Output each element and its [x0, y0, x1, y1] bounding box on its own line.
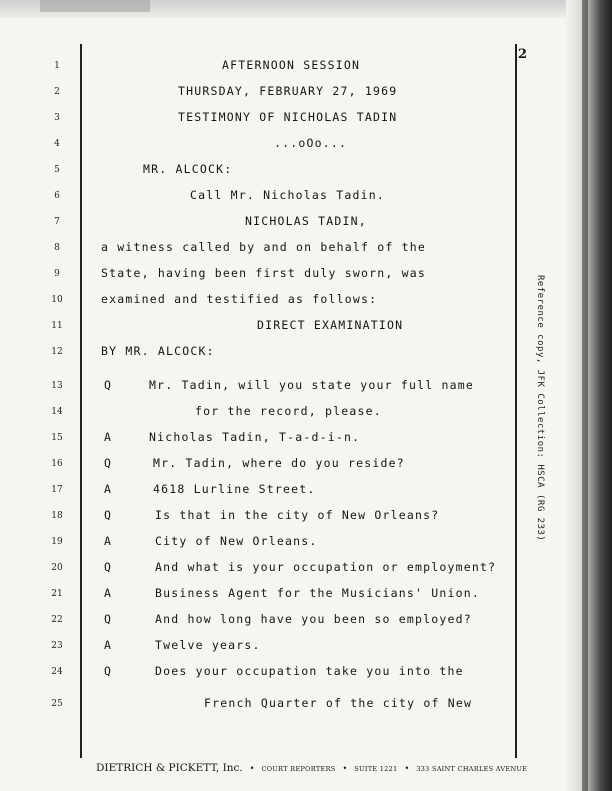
line-number: 12	[51, 347, 63, 357]
transcript-line	[0, 238, 612, 258]
qa-marker: A	[104, 638, 112, 652]
qa-marker: Q	[104, 612, 112, 626]
transcript-line	[0, 532, 612, 552]
firm-role: COURT REPORTERS	[261, 765, 336, 773]
qa-marker: Q	[104, 664, 112, 678]
transcript-line	[0, 636, 612, 656]
line-number: 17	[51, 485, 63, 495]
line-text: Call Mr. Nicholas Tadin.	[190, 188, 385, 202]
line-number: 15	[51, 433, 63, 443]
transcript-line	[0, 506, 612, 526]
line-text: Mr. Tadin, where do you reside?	[153, 456, 405, 470]
page-footer	[96, 762, 536, 774]
line-text: NICHOLAS TADIN,	[245, 214, 367, 228]
transcript-line	[0, 316, 612, 336]
line-text: And how long have you been so employed?	[155, 612, 472, 626]
transcript-line	[0, 108, 612, 128]
line-number: 3	[54, 113, 60, 123]
transcript-line	[0, 480, 612, 500]
firm-suite: SUITE 1221	[354, 765, 398, 773]
line-number: 9	[54, 269, 60, 279]
line-text: THURSDAY, FEBRUARY 27, 1969	[178, 84, 398, 98]
line-number: 5	[54, 165, 60, 175]
line-text: TESTIMONY OF NICHOLAS TADIN	[178, 110, 398, 124]
scan-smudge	[40, 0, 150, 12]
separator-dot: •	[404, 764, 410, 773]
qa-marker: A	[104, 430, 112, 444]
qa-marker: A	[104, 534, 112, 548]
line-number: 4	[54, 139, 60, 149]
line-text: Nicholas Tadin, T-a-d-i-n.	[149, 430, 361, 444]
transcript-line	[0, 160, 612, 180]
line-text: BY MR. ALCOCK:	[101, 344, 215, 358]
line-number: 19	[51, 537, 63, 547]
line-text: City of New Orleans.	[155, 534, 318, 548]
transcript-line	[0, 82, 612, 102]
transcript-line	[0, 694, 612, 714]
transcript-line	[0, 186, 612, 206]
line-text: ...oOo...	[274, 136, 348, 150]
transcript-line	[0, 134, 612, 154]
line-number: 21	[51, 589, 63, 599]
archive-reference-note: Reference copy, JFK Collection: HSCA (RG 233)	[535, 275, 545, 542]
transcript-line	[0, 428, 612, 448]
line-number: 23	[51, 641, 63, 651]
transcript-line	[0, 212, 612, 232]
line-number: 22	[51, 615, 63, 625]
line-number: 20	[51, 563, 63, 573]
line-number: 25	[51, 699, 63, 709]
line-text: AFTERNOON SESSION	[222, 58, 361, 72]
separator-dot: •	[342, 764, 348, 773]
line-number: 7	[54, 217, 60, 227]
line-text: 4618 Lurline Street.	[153, 482, 316, 496]
line-number: 6	[54, 191, 60, 201]
line-text: for the record, please.	[195, 404, 382, 418]
line-number: 24	[51, 667, 63, 677]
transcript-line	[0, 290, 612, 310]
line-text: Is that in the city of New Orleans?	[155, 508, 440, 522]
separator-dot: •	[249, 764, 255, 773]
transcript-line	[0, 662, 612, 682]
firm-name: DIETRICH & PICKETT, Inc.	[96, 762, 243, 774]
qa-marker: Q	[104, 508, 112, 522]
line-text: State, having been first duly sworn, was	[101, 266, 426, 280]
line-text: DIRECT EXAMINATION	[257, 318, 404, 332]
line-text: Mr. Tadin, will you state your full name	[149, 378, 474, 392]
qa-marker: A	[104, 586, 112, 600]
transcript-line	[0, 584, 612, 604]
line-number: 16	[51, 459, 63, 469]
line-number: 14	[51, 407, 63, 417]
page-number: 2	[518, 47, 528, 62]
transcript-line	[0, 558, 612, 578]
line-number: 1	[54, 61, 60, 71]
transcript-line	[0, 402, 612, 422]
firm-address: 333 SAINT CHARLES AVENUE	[416, 765, 528, 773]
line-text: And what is your occupation or employment?	[155, 560, 497, 574]
line-text: a witness called by and on behalf of the	[101, 240, 426, 254]
line-number: 8	[54, 243, 60, 253]
line-number: 2	[54, 87, 60, 97]
line-number: 11	[51, 321, 63, 331]
qa-marker: Q	[104, 378, 112, 392]
line-text: French Quarter of the city of New	[204, 696, 473, 710]
line-text: Business Agent for the Musicians' Union.	[155, 586, 480, 600]
line-text: Does your occupation take you into the	[155, 664, 464, 678]
line-text: Twelve years.	[155, 638, 261, 652]
line-text: examined and testified as follows:	[101, 292, 378, 306]
transcript-line	[0, 56, 612, 76]
line-number: 13	[51, 381, 63, 391]
line-number: 10	[51, 295, 63, 305]
qa-marker: A	[104, 482, 112, 496]
transcript-line	[0, 264, 612, 284]
transcript-line	[0, 610, 612, 630]
transcript-line	[0, 342, 612, 362]
qa-marker: Q	[104, 456, 112, 470]
line-text: MR. ALCOCK:	[143, 162, 233, 176]
qa-marker: Q	[104, 560, 112, 574]
transcript-line	[0, 376, 612, 396]
line-number: 18	[51, 511, 63, 521]
transcript-line	[0, 454, 612, 474]
